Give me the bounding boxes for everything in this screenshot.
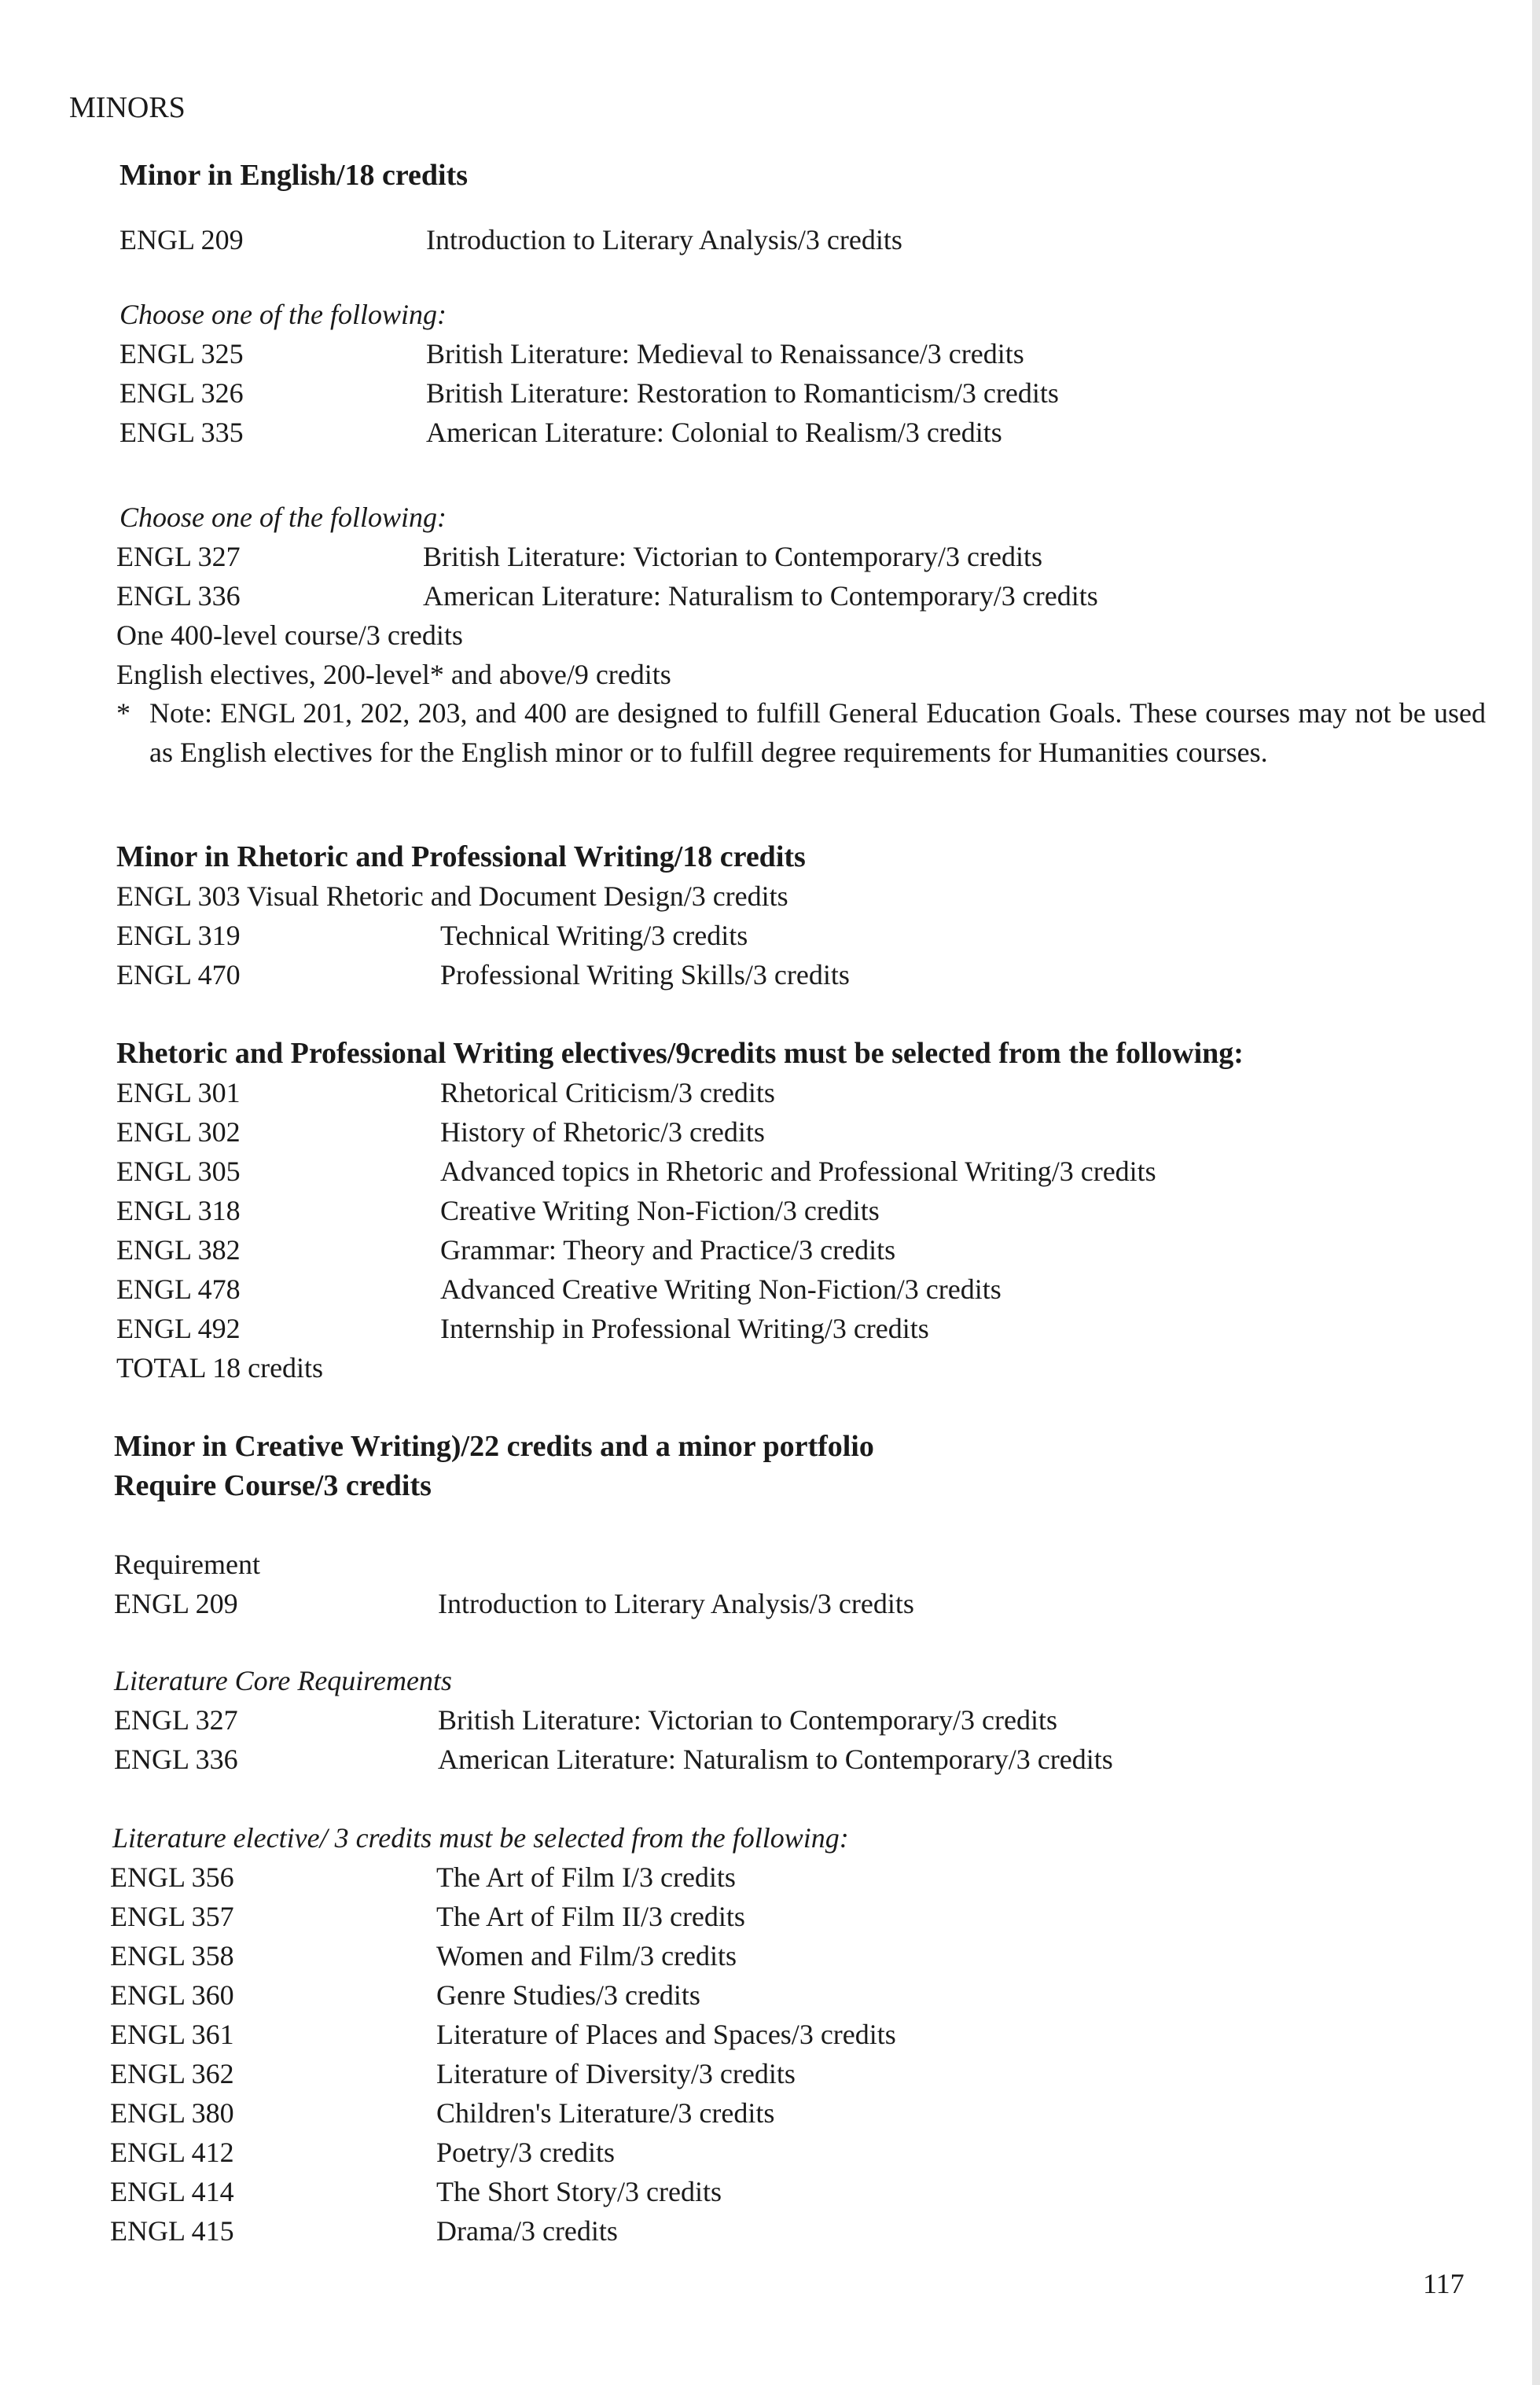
course-title: British Literature: Medieval to Renaissance/3 credits <box>426 338 1024 369</box>
course-row <box>0 2211 1540 2251</box>
course-code: ENGL 414 <box>110 2176 234 2207</box>
course-code: ENGL 327 <box>114 1704 238 1736</box>
course-title: Literature of Diversity/3 credits <box>436 2058 796 2089</box>
course-code: ENGL 301 <box>116 1077 241 1108</box>
course-title: Advanced Creative Writing Non-Fiction/3 credits <box>440 1273 1002 1305</box>
group-label: Choose one of the following: <box>119 502 447 533</box>
course-row <box>0 1740 1540 1779</box>
rhetoric-electives <box>0 1034 1540 1387</box>
course-code: ENGL 319 <box>116 920 241 951</box>
group-label: Choose one of the following: <box>119 299 447 330</box>
course-code: ENGL 412 <box>110 2137 234 2168</box>
course-row <box>0 955 1540 994</box>
course-code: ENGL 318 <box>116 1195 241 1226</box>
course-title: The Short Story/3 credits <box>436 2176 722 2207</box>
course-row <box>0 2054 1540 2093</box>
rhetoric-electives-heading: Rhetoric and Professional Writing electives/9credits must be selected from the following: <box>116 1037 1244 1070</box>
creative-minor-subheading: Require Course/3 credits <box>114 1469 432 1502</box>
english-minor-heading: Minor in English/18 credits <box>119 159 469 192</box>
course-title: Internship in Professional Writing/3 credits <box>440 1313 929 1344</box>
course-title: Creative Writing Non-Fiction/3 credits <box>440 1195 880 1226</box>
course-code: ENGL 356 <box>110 1861 234 1893</box>
course-row <box>0 413 1540 452</box>
extra-requirement: One 400-level course/3 credits <box>116 619 463 651</box>
course-code: ENGL 362 <box>110 2058 234 2089</box>
creative-minor-heading-block <box>0 1427 1540 1505</box>
english-minor-intro <box>0 220 1540 259</box>
note-text: Note: ENGL 201, 202, 203, and 400 are designed to fulfill General Education Goals. These courses may not be used as English electives for the English minor or to fulfill degree requirements for Humanities courses. <box>149 697 1486 768</box>
course-row <box>0 2093 1540 2133</box>
course-row <box>0 2133 1540 2172</box>
english-minor-group1 <box>0 295 1540 452</box>
course-title: Women and Film/3 credits <box>436 1940 737 1972</box>
course-row <box>0 1975 1540 2015</box>
course-title: British Literature: Restoration to Romanticism/3 credits <box>426 377 1059 409</box>
course-row <box>0 1584 1540 1623</box>
course-title: Advanced topics in Rhetoric and Professional Writing/3 credits <box>440 1156 1156 1187</box>
rhetoric-minor-heading: Minor in Rhetoric and Professional Writing/18 credits <box>116 840 806 873</box>
course-code: ENGL 335 <box>119 417 244 448</box>
creative-requirement <box>0 1545 1540 1623</box>
note-asterisk: * <box>116 697 130 729</box>
core-label: Literature Core Requirements <box>114 1665 452 1696</box>
course-code: ENGL 209 <box>114 1588 238 1619</box>
creative-minor-heading: Minor in Creative Writing)/22 credits and a minor portfolio <box>114 1430 874 1463</box>
creative-core <box>0 1661 1540 1779</box>
creative-electives <box>0 1818 1540 2251</box>
course-row <box>0 373 1540 413</box>
course-title: Drama/3 credits <box>436 2215 618 2247</box>
course-title: British Literature: Victorian to Contemporary/3 credits <box>438 1704 1057 1736</box>
rhetoric-total: TOTAL 18 credits <box>116 1352 324 1384</box>
course-code: ENGL 326 <box>119 377 244 409</box>
course-row <box>0 334 1540 373</box>
course-title: Poetry/3 credits <box>436 2137 615 2168</box>
course-title: Introduction to Literary Analysis/3 credits <box>438 1588 914 1619</box>
course-code: ENGL 302 <box>116 1116 241 1148</box>
course-title: Genre Studies/3 credits <box>436 1979 700 2011</box>
course-code: ENGL 380 <box>110 2097 234 2129</box>
course-code: ENGL 358 <box>110 1940 234 1972</box>
course-row <box>0 220 1540 259</box>
extra-requirement: English electives, 200-level* and above/9 credits <box>116 659 671 690</box>
course-title: Rhetorical Criticism/3 credits <box>440 1077 775 1108</box>
course-title: American Literature: Naturalism to Contemporary/3 credits <box>423 580 1098 612</box>
course-title: Children's Literature/3 credits <box>436 2097 775 2129</box>
course-row <box>0 576 1540 616</box>
course-row <box>0 1230 1540 1270</box>
course-title: British Literature: Victorian to Contemporary/3 credits <box>423 541 1042 572</box>
course-title: History of Rhetoric/3 credits <box>440 1116 765 1148</box>
course-title: Grammar: Theory and Practice/3 credits <box>440 1234 896 1266</box>
course-code: ENGL 336 <box>116 580 241 612</box>
course-row <box>0 537 1540 576</box>
course-code: ENGL 325 <box>119 338 244 369</box>
course-code: ENGL 209 <box>119 224 244 255</box>
course-title: Introduction to Literary Analysis/3 credits <box>426 224 902 255</box>
course-title: American Literature: Colonial to Realism/3 credits <box>426 417 1002 448</box>
course-row <box>0 1191 1540 1230</box>
course-code: ENGL 492 <box>116 1313 241 1344</box>
course-code: ENGL 478 <box>116 1273 241 1305</box>
course-code: ENGL 470 <box>116 959 241 990</box>
english-minor-note <box>0 693 1540 811</box>
course-code: ENGL 382 <box>116 1234 241 1266</box>
requirement-label: Requirement <box>114 1549 260 1580</box>
course-row <box>0 1152 1540 1191</box>
course-code: ENGL 361 <box>110 2019 234 2050</box>
page-number: 117 <box>1423 2268 1465 2299</box>
course-code: ENGL 415 <box>110 2215 234 2247</box>
course-row <box>0 2015 1540 2054</box>
course-row <box>0 1936 1540 1975</box>
course-code: ENGL 305 <box>116 1156 241 1187</box>
english-minor-heading-block <box>0 156 1540 195</box>
course-title: The Art of Film II/3 credits <box>436 1901 745 1932</box>
course-row <box>0 916 1540 955</box>
page-title: MINORS <box>69 91 186 124</box>
course-row <box>0 1897 1540 1936</box>
course-row <box>0 1858 1540 1897</box>
rhetoric-minor <box>0 837 1540 994</box>
course-row <box>0 1270 1540 1309</box>
course-title: The Art of Film I/3 credits <box>436 1861 736 1893</box>
english-minor-group2 <box>0 498 1540 694</box>
course-title: Technical Writing/3 credits <box>440 920 748 951</box>
course-code: ENGL 336 <box>114 1744 238 1775</box>
course-title: American Literature: Naturalism to Contemporary/3 credits <box>438 1744 1113 1775</box>
course-code: ENGL 327 <box>116 541 241 572</box>
elective-label: Literature elective/ 3 credits must be selected from the following: <box>112 1822 849 1854</box>
course-row <box>0 1700 1540 1740</box>
page-title-block <box>0 88 1540 127</box>
course-code: ENGL 357 <box>110 1901 234 1932</box>
course-row <box>0 1309 1540 1348</box>
course-code: ENGL 360 <box>110 1979 234 2011</box>
course-row <box>0 2172 1540 2211</box>
course-row <box>0 1073 1540 1112</box>
course-title: Literature of Places and Spaces/3 credits <box>436 2019 896 2050</box>
course-title: Professional Writing Skills/3 credits <box>440 959 850 990</box>
course-row <box>0 1112 1540 1152</box>
rhetoric-required-course: ENGL 303 Visual Rhetoric and Document Design/3 credits <box>116 880 788 912</box>
